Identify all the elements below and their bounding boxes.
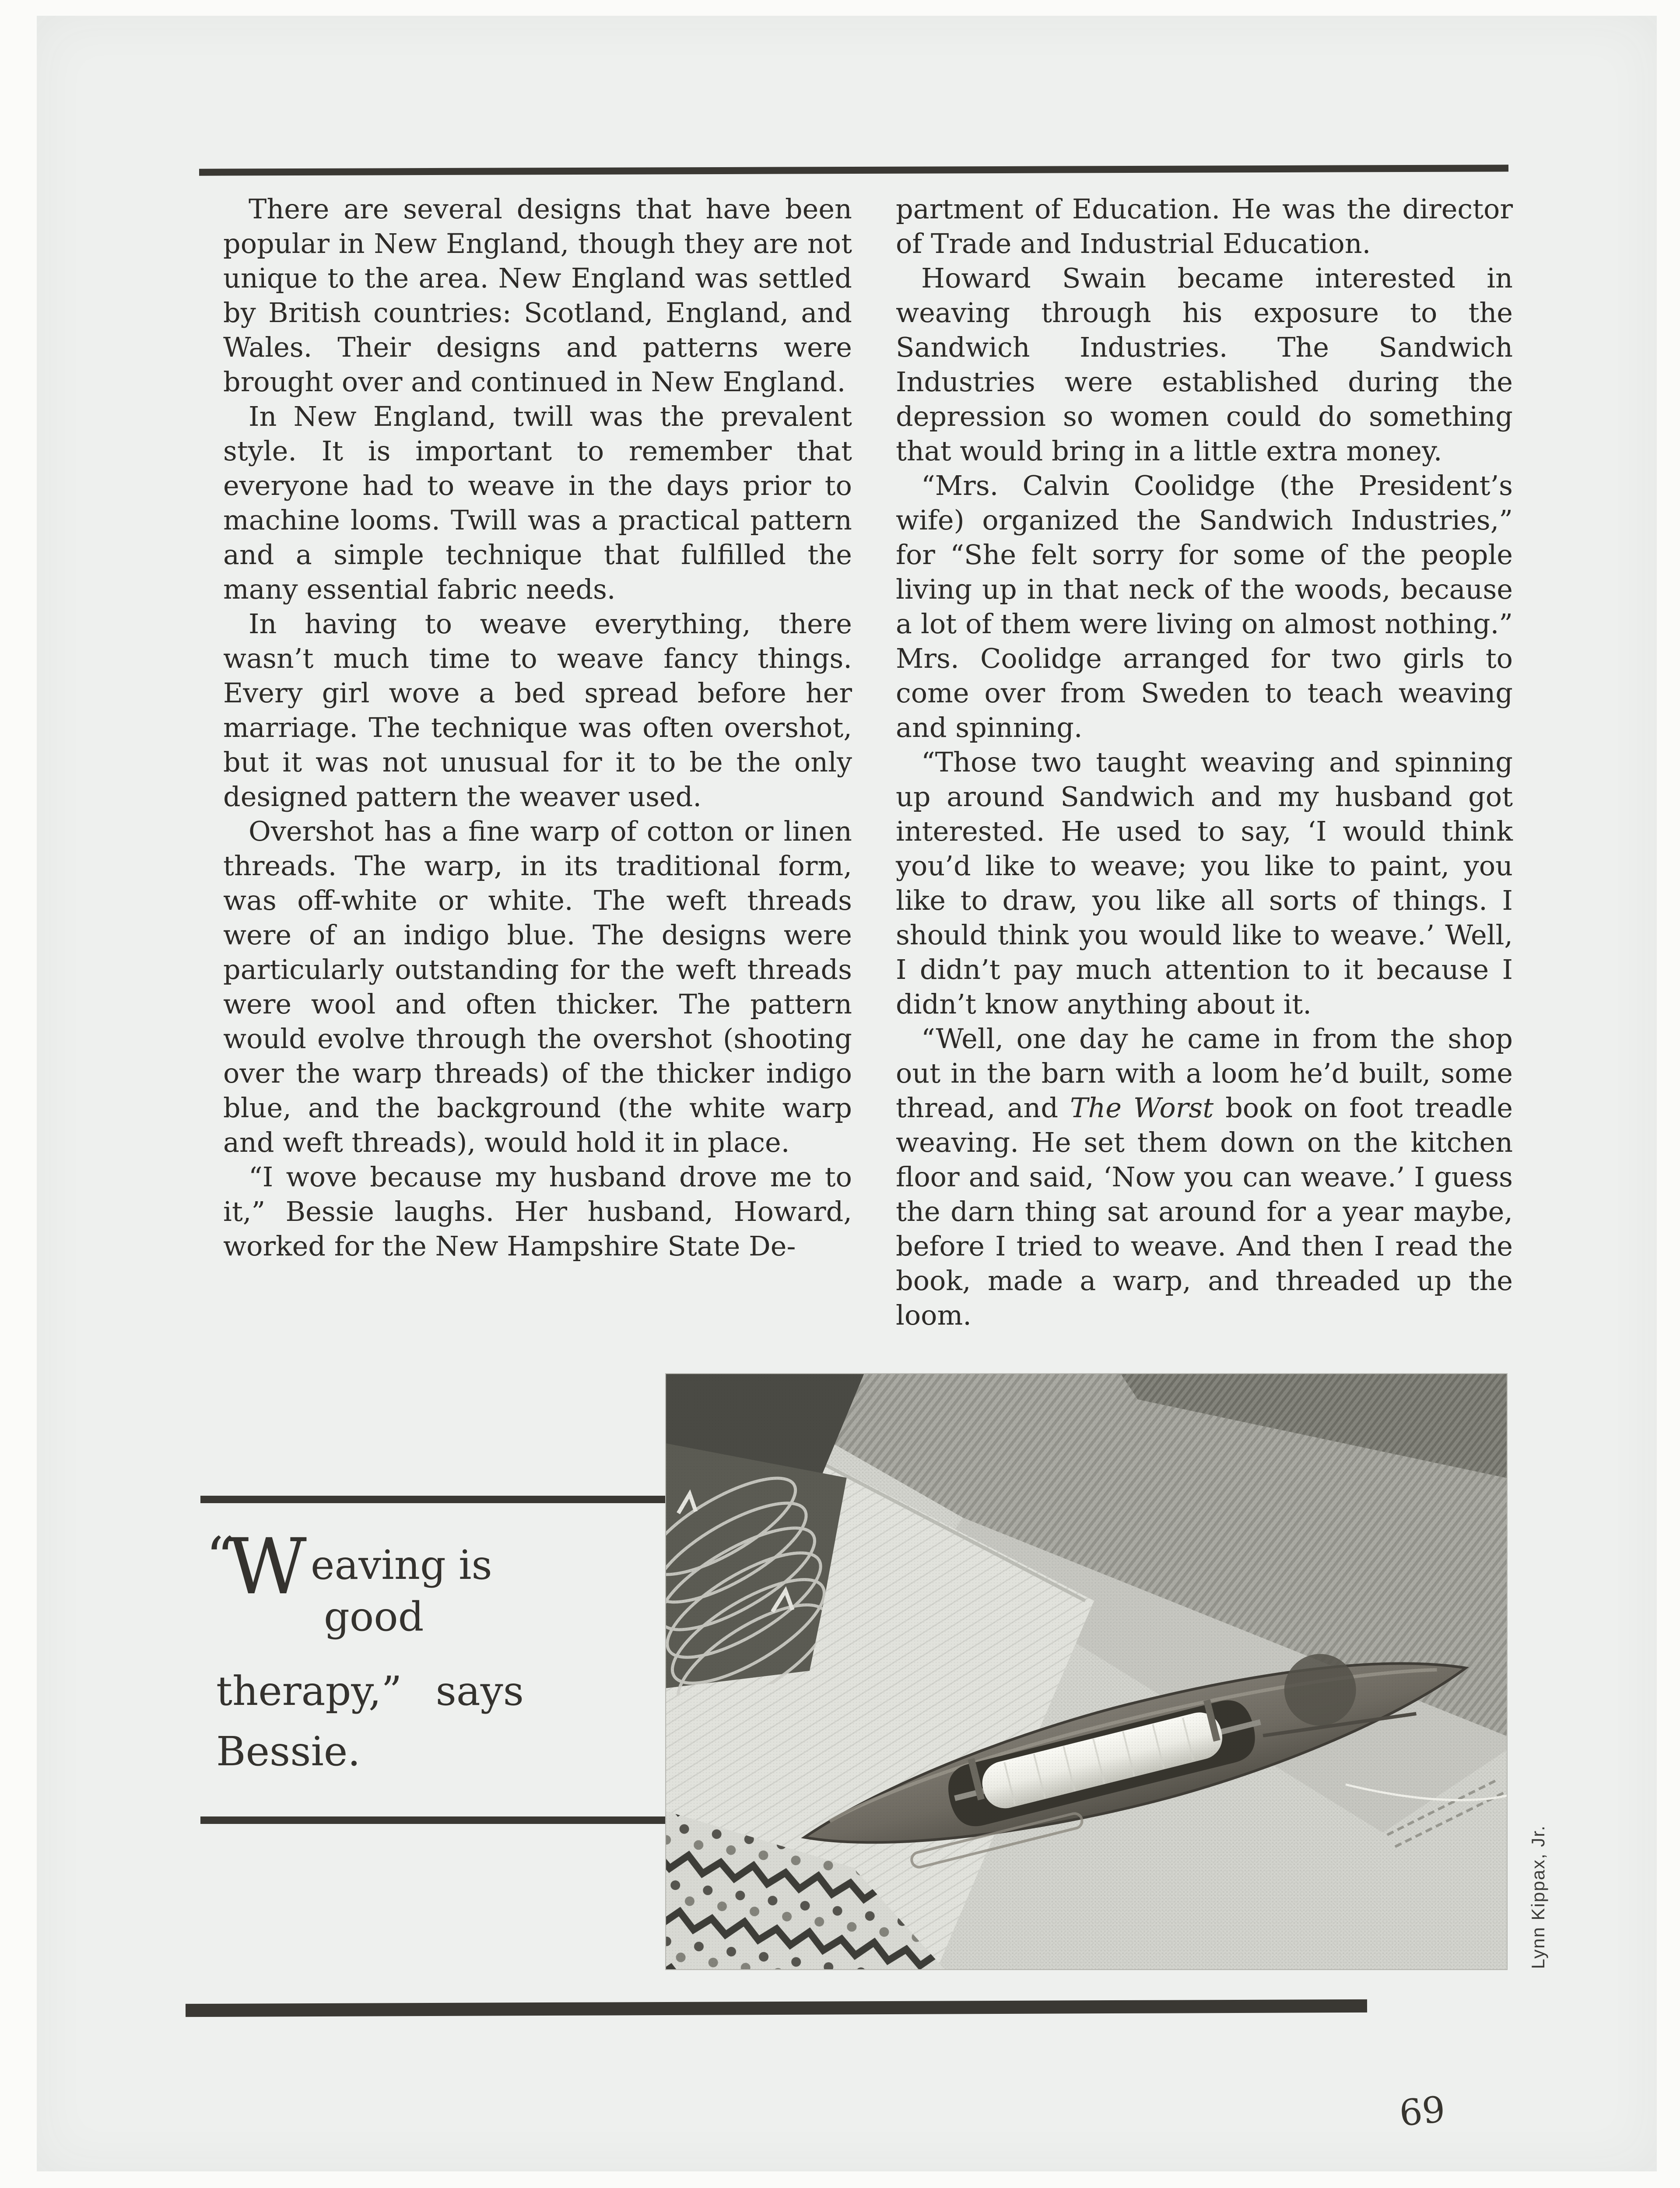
drop-cap-w: W bbox=[228, 1522, 307, 1612]
paragraph: partment of Education. He was the director of Trade and Industrial Education. bbox=[896, 193, 1513, 259]
paragraph: There are several designs that have been popular in New England, though they are not unique to the area. New England was settled by British countries: Scotland, England, and Wales. Their designs and patterns were brought over and continued in New England. bbox=[223, 193, 852, 398]
paragraph: “I wove because my husband drove me to it,” Bessie laughs. Her husband, Howard, worked for the New Hampshire State De- bbox=[223, 1161, 852, 1262]
paragraph: Overshot has a fine warp of cotton or linen threads. The warp, in its traditional form, was off-white or white. The weft threads were of an indigo blue. The designs were particularly outstanding for the weft threads were wool and often thicker. The pattern would evolve through the overshot (shooting over the warp threads) of the thicker indigo blue, and the background (the white warp and weft threads), would hold it in place. bbox=[223, 815, 852, 1158]
paragraph bbox=[896, 1021, 1513, 1332]
paragraph: In New England, twill was the prevalent style. It is important to remember that everyone had to weave in the days prior to machine looms. Twill was a practical pattern and a simple technique that fulfilled the many essential fabric needs. bbox=[223, 400, 852, 605]
article-column-right bbox=[896, 192, 1513, 1373]
paragraph-text: “Well, one day he came in from the shop out in the barn with a loom he’d built, some thread, and bbox=[896, 1023, 1513, 1124]
paragraph: “Those two taught weaving and spinning up around Sandwich and my husband got interested. He used to say, ‘I would think you’d like to weave; you like to paint, you like to draw, you like all sorts of things. I should think you would like to weave.’ Well, I didn’t pay much attention to it because I didn’t know anything about it. bbox=[896, 746, 1513, 1020]
weaving-photo-illustration bbox=[665, 1373, 1508, 1970]
paragraph-text: book on foot treadle weaving. He set them down on the kitchen floor and said, ‘Now you can weave.’ I guess the darn thing sat around for a year maybe, before I tried to weave. And then I read the book, made a warp, and threaded up the loom. bbox=[896, 1092, 1513, 1331]
open-quote-mark: “ bbox=[206, 1525, 235, 1591]
photo-credit-text: Lynn Kippax, Jr. bbox=[1528, 1825, 1548, 1969]
pull-quote bbox=[200, 1496, 667, 1824]
pull-quote-line: good bbox=[324, 1593, 424, 1640]
paragraph: Howard Swain became interested in weaving through his exposure to the Sandwich Industries. The Sandwich Industries were established during the depression so women could do something that would bring in a little extra money. bbox=[896, 262, 1513, 467]
book-title: The Worst bbox=[1070, 1092, 1214, 1124]
paragraph: “Mrs. Calvin Coolidge (the President’s wife) organized the Sandwich Industries,” for “She felt sorry for some of the people living up in that neck of the woods, because a lot of them were living on almost nothing.” Mrs. Coolidge arranged for two girls to come over from Sweden to teach weaving and spinning. bbox=[896, 470, 1513, 743]
paragraph: In having to weave everything, there wasn’t much time to weave fancy things. Every girl wove a bed spread before her marriage. The technique was often overshot, but it was not unusual for it to be the only designed pattern the weaver used. bbox=[223, 608, 852, 813]
pull-quote-line: Bessie. bbox=[216, 1728, 361, 1775]
weaving-shuttle-photo bbox=[665, 1373, 1508, 1970]
page-number: 69 bbox=[1397, 2088, 1448, 2135]
pull-quote-line: therapy,” says bbox=[216, 1668, 524, 1715]
photo-credit bbox=[1519, 1820, 1558, 1974]
article-column-left bbox=[223, 192, 852, 1373]
pull-quote-line: eaving is bbox=[311, 1542, 492, 1588]
